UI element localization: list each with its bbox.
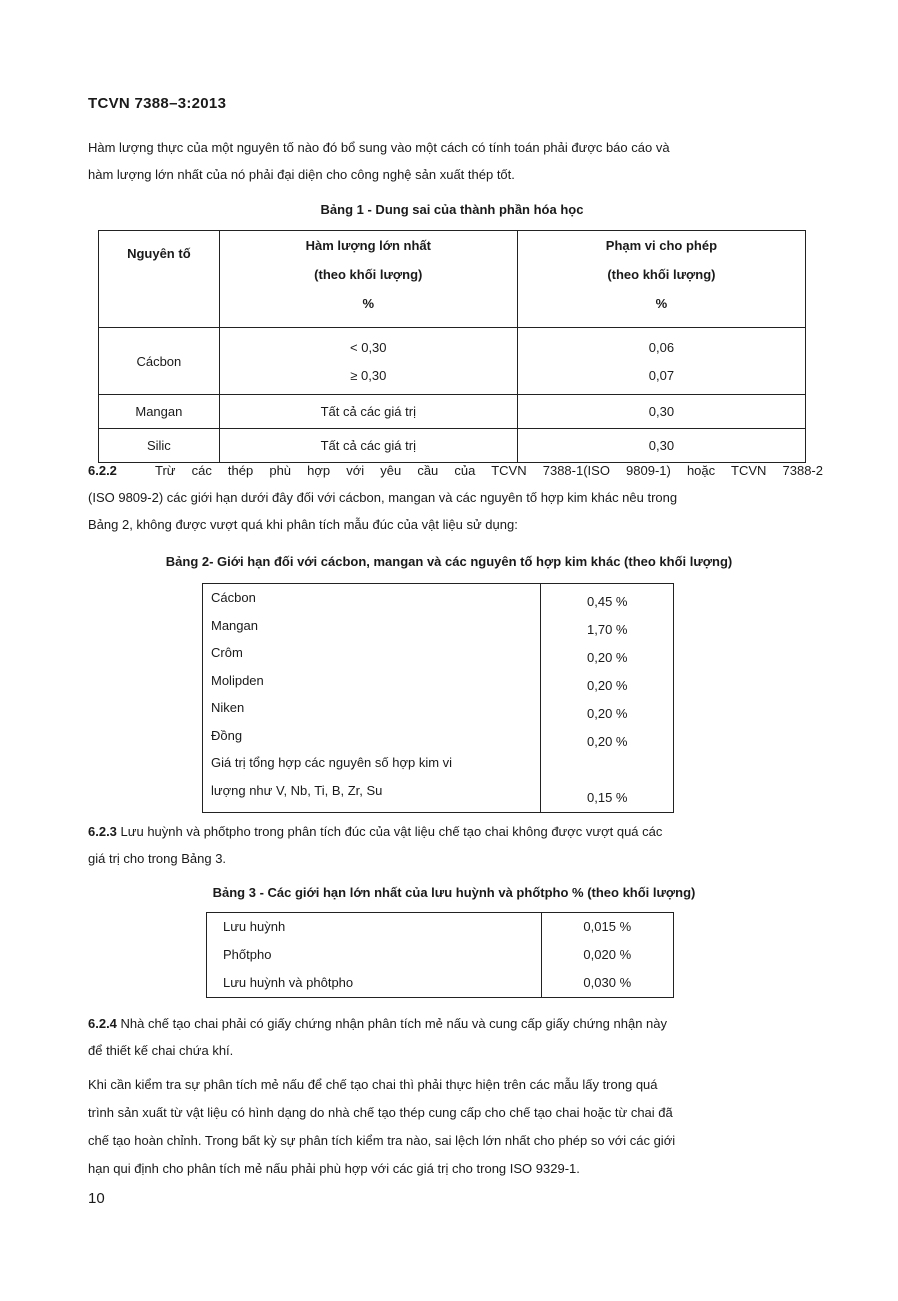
row-max-manganese: Tất cả các giá trị	[219, 395, 517, 429]
intro-line-1: Hàm lượng thực của một nguyên tố nào đó bổ sung vào một cách có tính toán phải được báo cáo và	[88, 140, 670, 155]
header-element: Nguyên tố	[99, 231, 220, 328]
section-6-2-3-line-2: giá trị cho trong Bảng 3.	[88, 851, 227, 866]
element-molybdenum: Molipden	[211, 672, 264, 688]
value-chromium: 0,20 %	[587, 650, 628, 665]
element-copper: Đồng	[211, 727, 243, 743]
intro-paragraph	[88, 134, 823, 188]
row-max-silicon: Tất cả các giá trị	[219, 429, 517, 463]
element-sulfur-phosphorus: Lưu huỳnh và phôtpho	[223, 975, 354, 990]
table3-caption: Bảng 3 - Các giới hạn lớn nhất của lưu huỳnh và phốtpho % (theo khối lượng)	[212, 885, 696, 900]
section-6-2-3	[88, 818, 823, 872]
element-sulfur: Lưu huỳnh	[223, 919, 286, 934]
section-6-2-2-line-2: (ISO 9809-2) các giới hạn dưới đây đối với cácbon, mangan và các nguyên tố hợp kim khác nêu trong	[88, 490, 678, 505]
section-6-2-4-line-1: Nhà chế tạo chai phải có giấy chứng nhận phân tích mẻ nấu và cung cấp giấy chứng nhận này	[120, 1016, 667, 1031]
value-sulfur: 0,015 %	[583, 919, 632, 934]
section-6-2-2-line-1: Trừ các thép phù hợp với yêu cầu của TCVN 7388-1(ISO 9809-1) hoặc TCVN 7388-2	[155, 463, 823, 478]
row-element-silicon: Silic	[99, 429, 220, 463]
row-element-carbon: Cácbon	[99, 328, 220, 395]
section-6-2-4	[88, 1010, 823, 1064]
value-manganese: 1,70 %	[587, 622, 628, 637]
row-range-carbon: 0,06 0,07	[517, 328, 805, 395]
standard-code: TCVN 7388–3:2013	[88, 95, 227, 112]
tolerance-table	[98, 230, 806, 463]
element-phosphorus: Phốtpho	[223, 947, 272, 962]
section-6-2-3-line-1: Lưu huỳnh và phốtpho trong phân tích đúc của vật liệu chế tạo chai không được vượt quá các	[120, 824, 663, 839]
table2-caption: Bảng 2- Giới hạn đối với cácbon, mangan và các nguyên tố hợp kim khác (theo khối lượng)	[165, 554, 733, 569]
element-chromium: Crôm	[211, 645, 243, 660]
closing-line-3: chế tạo hoàn chỉnh. Trong bất kỳ sự phân tích kiểm tra nào, sai lệch lớn nhất cho phép so với các giới	[88, 1133, 676, 1148]
table-row	[99, 395, 806, 429]
section-6-2-2	[88, 457, 823, 538]
header-max-content: Hàm lượng lớn nhất (theo khối lượng) %	[219, 231, 517, 328]
table1-header-row	[99, 231, 806, 328]
alloy-limits-table	[202, 583, 674, 813]
element-total-l1: Giá trị tổng hợp các nguyên số hợp kim vi	[211, 755, 453, 770]
header-allowed-range: Phạm vi cho phép (theo khối lượng) %	[517, 231, 805, 328]
value-phosphorus: 0,020 %	[583, 947, 632, 962]
table2-elements-cell	[203, 584, 541, 813]
closing-line-1: Khi cần kiểm tra sự phân tích mẻ nấu để chế tạo chai thì phải thực hiện trên các mẫu lấy trong quá	[88, 1077, 658, 1092]
value-copper: 0,20 %	[587, 734, 628, 749]
table3-values-cell	[541, 913, 673, 998]
element-carbon: Cácbon	[211, 590, 256, 605]
intro-line-2: hàm lượng lớn nhất của nó phải đại diện cho công nghệ sản xuất thép tốt.	[88, 167, 515, 182]
element-manganese: Mangan	[211, 617, 258, 633]
table-row	[99, 328, 806, 395]
page-number: 10	[88, 1190, 105, 1207]
value-molybdenum: 0,20 %	[587, 678, 628, 693]
closing-line-4: hạn qui định cho phân tích mẻ nấu phải phù hợp với các giá trị cho trong ISO 9329-1.	[88, 1161, 580, 1176]
section-6-2-2-line-3: Bảng 2, không được vượt quá khi phân tích mẫu đúc của vật liệu sử dụng:	[88, 517, 518, 532]
value-carbon: 0,45 %	[587, 594, 628, 609]
element-total-l2: lượng như V, Nb, Ti, B, Zr, Su	[211, 782, 383, 798]
row-range-silicon: 0,30	[517, 429, 805, 463]
closing-line-2: trình sản xuất từ vật liệu có hình dạng do nhà chế tạo thép cung cấp cho chế tạo chai hoặc từ chai đã	[88, 1105, 673, 1120]
closing-paragraph	[88, 1071, 823, 1183]
section-number: 6.2.3	[88, 824, 117, 839]
row-range-manganese: 0,30	[517, 395, 805, 429]
section-6-2-4-line-2: để thiết kế chai chứa khí.	[88, 1043, 234, 1058]
section-number: 6.2.4	[88, 1016, 117, 1031]
sulfur-phosphorus-table	[206, 912, 674, 998]
value-total: 0,15 %	[587, 790, 628, 805]
value-sulfur-phosphorus: 0,030 %	[583, 975, 632, 990]
table-row	[207, 913, 674, 998]
section-number: 6.2.2	[88, 463, 117, 478]
row-element-manganese: Mangan	[99, 395, 220, 429]
element-nickel: Niken	[211, 700, 245, 715]
table3-elements-cell	[207, 913, 542, 998]
table-row	[203, 584, 674, 813]
table1-caption: Bảng 1 - Dung sai của thành phần hóa học	[320, 202, 584, 217]
value-nickel: 0,20 %	[587, 706, 628, 721]
row-max-carbon: < 0,30 ≥ 0,30	[219, 328, 517, 395]
table2-values-cell	[541, 584, 674, 813]
